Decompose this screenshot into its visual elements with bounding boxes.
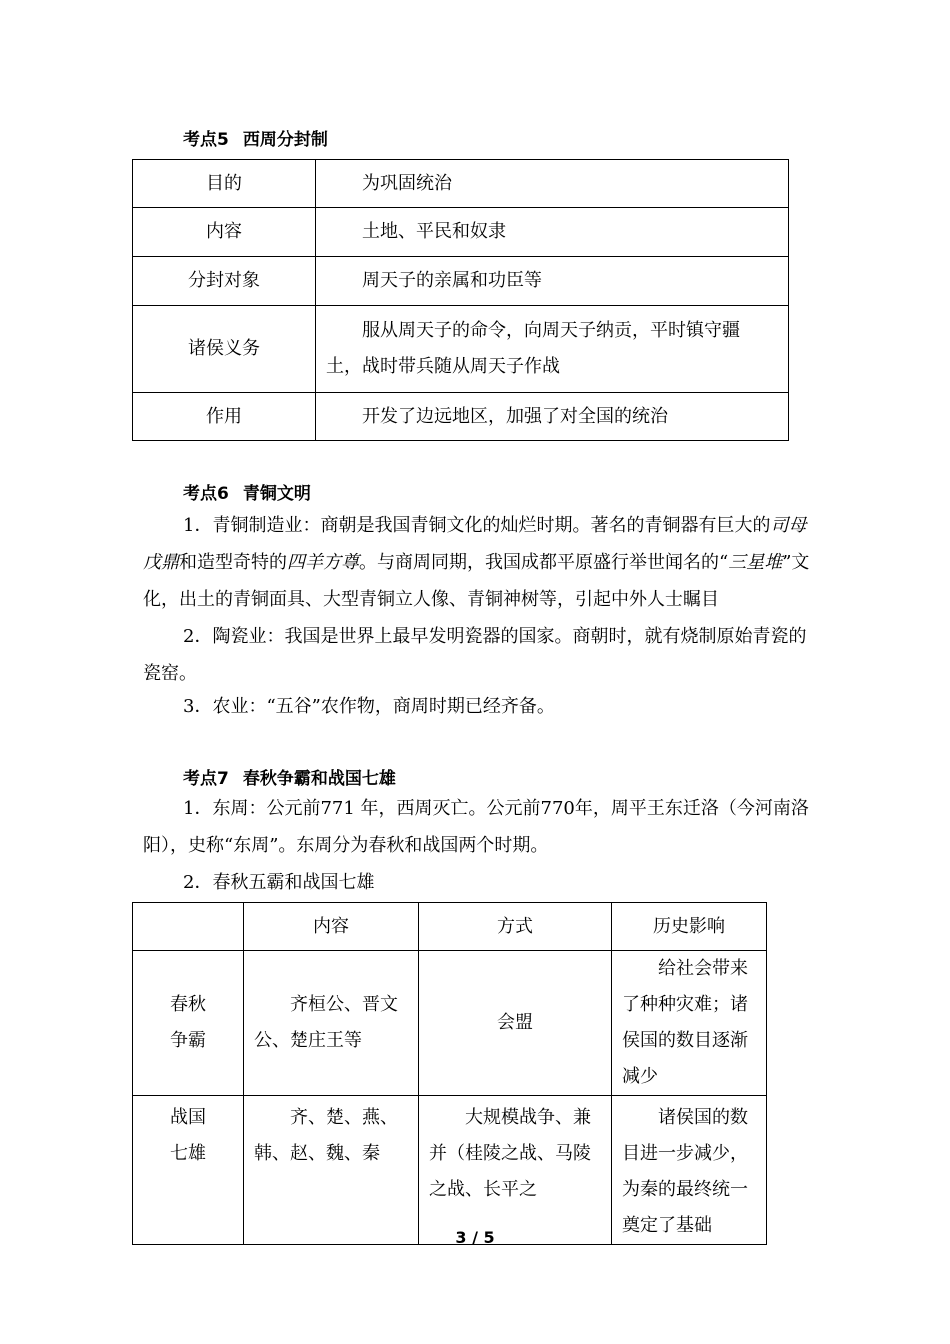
table-row (133, 1096, 767, 1245)
agriculture-paragraph: 3．农业：“五谷”农作物，商周时期已经齐备。 (183, 696, 555, 717)
simuwu-ding: 司母戊鼎 (143, 515, 807, 573)
section-7-title: 春秋争霸和战国七雄 (242, 769, 396, 789)
header-cell: 历史影响 (612, 903, 767, 951)
section-5-heading (183, 125, 328, 150)
row-key: 作用 (133, 393, 316, 441)
section-6-number: 考点6 (183, 484, 229, 504)
table-row (133, 160, 789, 208)
period-cell: 春秋争霸 (133, 951, 244, 1096)
content-cell: 齐桓公、晋文公、楚庄王等 (244, 951, 419, 1096)
method-cell: 会盟 (419, 951, 612, 1096)
header-cell: 内容 (244, 903, 419, 951)
enfeoffment-table (132, 159, 789, 441)
table-row (133, 208, 789, 257)
section-7-heading (183, 764, 396, 789)
impact-cell: 诸侯国的数目进一步减少，为秦的最终统一奠定了基础 (612, 1096, 767, 1245)
row-value: 开发了边远地区，加强了对全国的统治 (316, 393, 789, 441)
row-value: 为巩固统治 (316, 160, 789, 208)
eastern-zhou-paragraph: 1．东周：公元前771 年，西周灭亡。公元前770年，周平王东迁洛（今河南洛阳），史称“东周”。东周分为春秋和战国两个时期。 (143, 798, 809, 856)
table-row (133, 393, 789, 441)
table-header-row (133, 903, 767, 951)
row-key: 诸侯义务 (133, 306, 316, 393)
page-number: 3 / 5 (455, 1228, 495, 1247)
ceramics-paragraph: 2．陶瓷业：我国是世界上最早发明瓷器的国家。商朝时，就有烧制原始青瓷的瓷窑。 (143, 626, 807, 684)
method-cell: 大规模战争、兼并（桂陵之战、马陵之战、长平之 (419, 1096, 612, 1245)
header-cell: 方式 (419, 903, 612, 951)
sanxingdui: 三星堆 (728, 552, 783, 573)
row-key: 内容 (133, 208, 316, 257)
row-value: 服从周天子的命令，向周天子纳贡，平时镇守疆土，战时带兵随从周天子作战 (316, 306, 789, 393)
spring-autumn-warring-states-table (132, 902, 767, 1245)
section-5-title: 西周分封制 (242, 130, 328, 150)
row-key: 分封对象 (133, 257, 316, 306)
row-value: 土地、平民和奴隶 (316, 208, 789, 257)
section-5-number: 考点5 (183, 130, 229, 150)
period-cell: 战国七雄 (133, 1096, 244, 1245)
four-goat-zun: 四羊方尊 (287, 552, 359, 573)
table-row (133, 306, 789, 393)
table-row (133, 257, 789, 306)
section-6-heading (183, 479, 311, 504)
row-key: 目的 (133, 160, 316, 208)
bronze-paragraph: 1．青铜制造业：商朝是我国青铜文化的灿烂时期。著名的青铜器有巨大的司母戊鼎和造型奇特的四羊方尊。与商周同期，我国成都平原盛行举世闻名的“三星堆”文化，出土的青铜面具、大型青铜立人像、青铜神树等，引起中外人士瞩目 (143, 515, 810, 610)
impact-cell: 给社会带来了种种灾难；诸侯国的数目逐渐减少 (612, 951, 767, 1096)
table-caption: 2．春秋五霸和战国七雄 (183, 872, 375, 893)
header-cell (133, 903, 244, 951)
content-cell: 齐、楚、燕、韩、赵、魏、秦 (244, 1096, 419, 1245)
row-value: 周天子的亲属和功臣等 (316, 257, 789, 306)
section-7-number: 考点7 (183, 769, 229, 789)
section-6-title: 青铜文明 (242, 484, 311, 504)
table-row (133, 951, 767, 1096)
